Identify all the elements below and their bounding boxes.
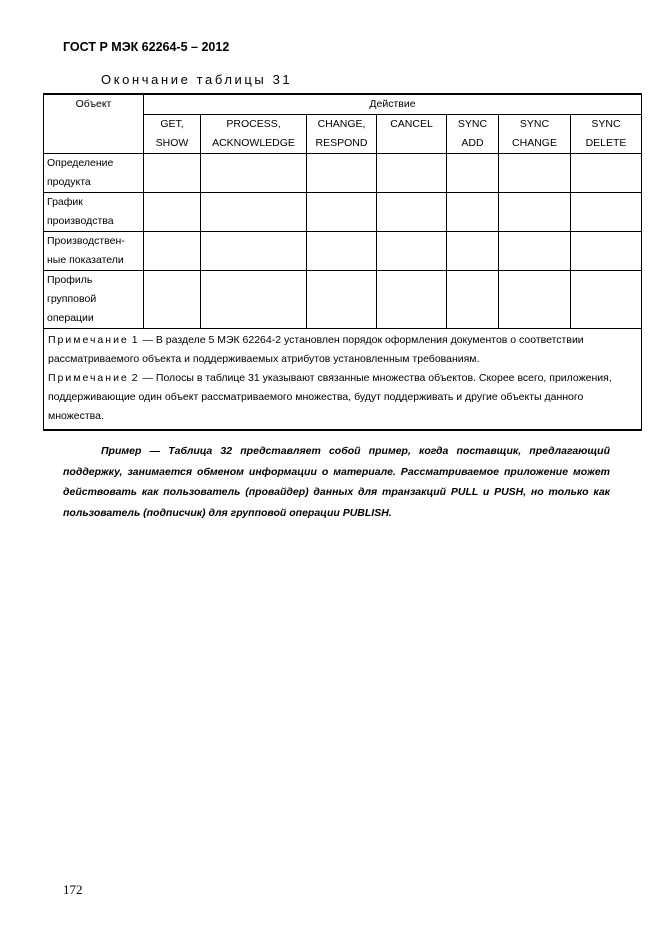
column-header-line: GET, (160, 118, 184, 130)
row-header-line: групповой (47, 293, 97, 305)
column-header-line: DELETE (585, 137, 627, 149)
table-cell (447, 232, 499, 271)
table-row (44, 271, 642, 329)
note-number: 2 (131, 372, 140, 384)
note-dash: — (142, 334, 153, 346)
table-cell (377, 232, 447, 271)
note-dash: — (142, 372, 153, 384)
column-header (377, 115, 447, 154)
header-row-action (44, 94, 642, 115)
table-cell (307, 232, 377, 271)
table-cell (447, 193, 499, 232)
column-header (144, 115, 201, 154)
row-header-line: График (47, 196, 83, 208)
table-cell (571, 271, 642, 329)
table-note (48, 331, 637, 369)
table-caption: Окончание таблицы 31 (101, 72, 293, 87)
table-cell (447, 271, 499, 329)
action-header: Действие (144, 94, 642, 115)
column-header-line: ACKNOWLEDGE (212, 137, 295, 149)
document-header: ГОСТ Р МЭК 62264-5 – 2012 (63, 40, 230, 54)
table-row (44, 193, 642, 232)
column-header (307, 115, 377, 154)
column-header-line: CHANGE (512, 137, 557, 149)
column-header (571, 115, 642, 154)
table-row (44, 232, 642, 271)
column-header-line: SYNC (519, 118, 550, 130)
table-cell (571, 193, 642, 232)
table-note (48, 369, 637, 426)
row-header-line: Определение (47, 157, 114, 169)
table-cell (144, 232, 201, 271)
table-cell (377, 154, 447, 193)
column-header-line: SYNC (591, 118, 621, 130)
table-cell (307, 271, 377, 329)
note-text: В разделе 5 МЭК 62264-2 установлен порядок оформления документов о соответствии рассматриваемого объекта и поддерживаемых атрибутов установленным требованиям. (48, 334, 584, 365)
actions-table (43, 93, 642, 431)
table-cell (499, 154, 571, 193)
column-header-line: SHOW (155, 137, 189, 149)
column-header-line: SYNC (457, 118, 488, 130)
table-cell (377, 271, 447, 329)
row-header (44, 154, 144, 193)
note-label: Примечание (48, 372, 129, 384)
table-cell (571, 154, 642, 193)
table-cell (499, 193, 571, 232)
table-cell (201, 232, 307, 271)
column-header-line: ADD (461, 137, 484, 149)
table-cell (571, 232, 642, 271)
object-header: Объект (44, 94, 144, 154)
table-row (44, 154, 642, 193)
table-cell (144, 193, 201, 232)
column-header-line (377, 134, 446, 153)
note-label: Примечание (48, 334, 129, 346)
column-header (447, 115, 499, 154)
row-header-line: операции (47, 312, 94, 324)
row-header-line: Профиль (47, 274, 93, 286)
table-cell (201, 154, 307, 193)
row-header (44, 271, 144, 329)
table-cell (377, 193, 447, 232)
row-header-line: ные показатели (47, 254, 124, 266)
column-header-line: CANCEL (390, 118, 433, 130)
row-header-line: Производствен- (47, 235, 125, 247)
row-header (44, 232, 144, 271)
table-cell (499, 271, 571, 329)
table-cell (201, 193, 307, 232)
table-cell (499, 232, 571, 271)
note-number: 1 (131, 334, 140, 346)
table-cell (307, 154, 377, 193)
row-header-line: продукта (47, 176, 91, 188)
example-paragraph: Пример — Таблица 32 представляет собой пример, когда поставщик, предлагающий поддержку, занимается обменом информации о материале. Рассматриваемое приложение может действовать как пользователь (провайдер) данных для транзакций PULL и PUSH, но только как пользователь (подписчик) для групповой операции PUBLISH. (63, 445, 610, 519)
table-cell (447, 154, 499, 193)
table-cell (307, 193, 377, 232)
table-cell (144, 271, 201, 329)
notes-row (44, 329, 642, 431)
table-notes (44, 329, 642, 431)
column-header-line: RESPOND (315, 137, 368, 149)
column-header-line: CHANGE, (317, 118, 366, 130)
page-number: 172 (63, 882, 83, 897)
column-header (499, 115, 571, 154)
row-header-line: производства (47, 215, 114, 227)
column-header (201, 115, 307, 154)
table-cell (144, 154, 201, 193)
table-cell (201, 271, 307, 329)
row-header (44, 193, 144, 232)
note-text: Полосы в таблице 31 указывают связанные множества объектов. Скорее всего, приложения, поддерживающие один объект рассматриваемого множества, будут поддерживать и другие объекты данного множества. (48, 372, 612, 422)
column-header-line: PROCESS, (226, 118, 281, 130)
